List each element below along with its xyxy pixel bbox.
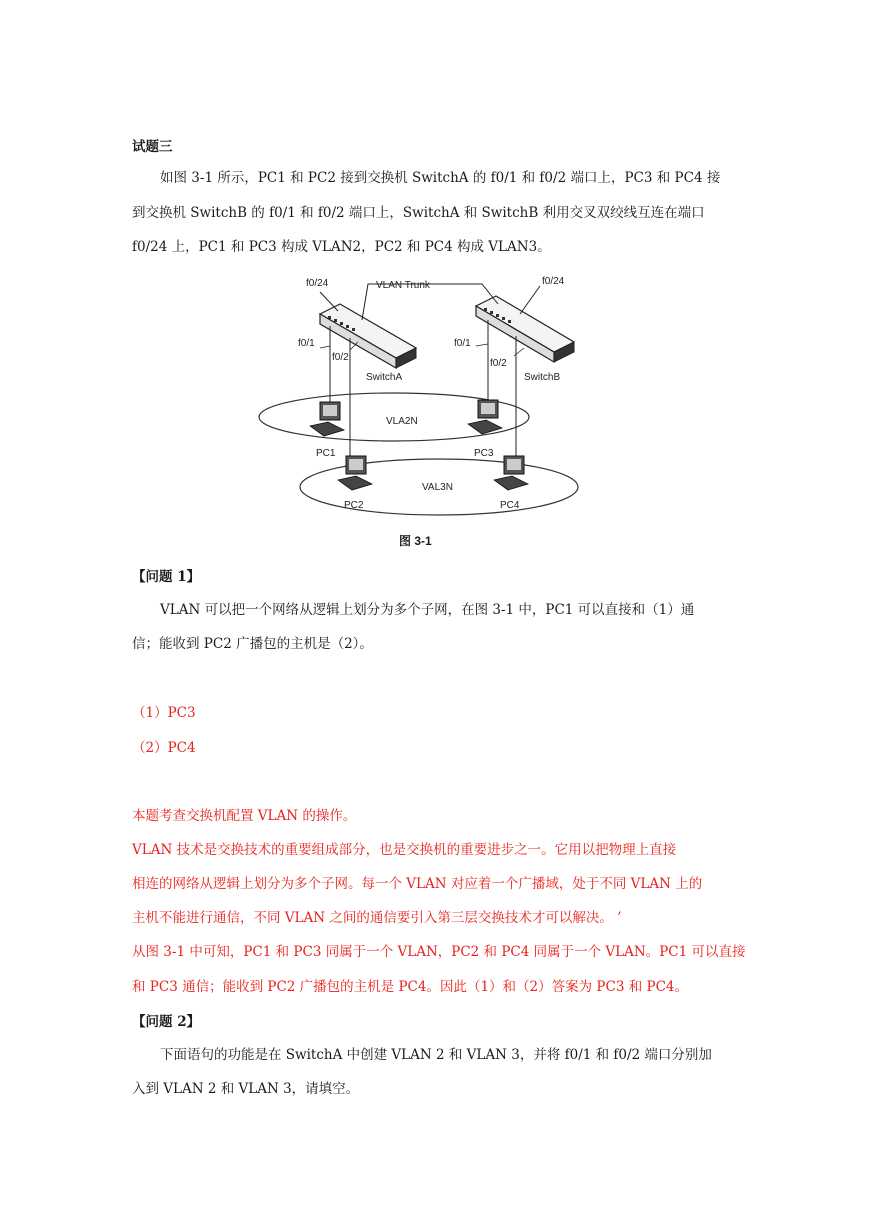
- label-port-b-2: f0/2: [490, 358, 507, 369]
- label-port-a-2: f0/2: [332, 352, 349, 363]
- q1-explanation-line-4: 主机不能进行通信，不同 VLAN 之间的通信要引入第三层交换技术才可以解决。 ’: [132, 910, 622, 926]
- q1-explanation-line-6: 和 PC3 通信；能收到 PC2 广播包的主机是 PC4。因此（1）和（2）答案为 PC3 和 PC4。: [132, 979, 689, 995]
- label-vlan-top: VLA2N: [386, 416, 418, 427]
- intro-line-2: 到交换机 SwitchB 的 f0/1 和 f0/2 端口上，SwitchA 和 SwitchB 利用交叉双绞线互连在端口: [132, 205, 705, 221]
- label-port-a-24: f0/24: [306, 278, 329, 289]
- q1-text-line-1: VLAN 可以把一个网络从逻辑上划分为多个子网，在图 3-1 中，PC1 可以直接和（1）通: [160, 602, 695, 618]
- label-vlan-bottom: VAL3N: [422, 482, 453, 493]
- q1-explanation-line-3: 相连的网络从逻辑上划分为多个子网。每一个 VLAN 对应着一个广播域，处于不同 VLAN 上的: [132, 876, 703, 892]
- pc1-icon: [310, 402, 344, 436]
- q1-text-line-2: 信；能收到 PC2 广播包的主机是（2）。: [132, 636, 373, 652]
- intro-line-1: 如图 3-1 所示，PC1 和 PC2 接到交换机 SwitchA 的 f0/1 和 f0/2 端口上，PC3 和 PC4 接: [160, 170, 721, 186]
- switch-b-icon: [476, 296, 574, 362]
- pc2-icon: [338, 456, 372, 490]
- label-switch-a: SwitchA: [366, 372, 403, 383]
- label-port-b-24: f0/24: [542, 276, 565, 287]
- label-switch-b: SwitchB: [524, 372, 561, 383]
- intro-line-3: f0/24 上，PC1 和 PC3 构成 VLAN2，PC2 和 PC4 构成 VLAN3。: [132, 239, 551, 255]
- label-port-b-1: f0/1: [454, 338, 471, 349]
- q1-answer-1: （1）PC3: [132, 705, 196, 721]
- q2-text-line-2: 入到 VLAN 2 和 VLAN 3，请填空。: [132, 1081, 360, 1097]
- label-pc4: PC4: [500, 500, 520, 511]
- q2-heading: 【问题 2】: [132, 1014, 201, 1030]
- q1-heading: 【问题 1】: [132, 569, 201, 585]
- q1-answer-2: （2）PC4: [132, 740, 196, 756]
- q1-explanation-line-2: VLAN 技术是交换技术的重要组成部分，也是交换机的重要进步之一。它用以把物理上直接: [132, 842, 677, 858]
- label-pc2: PC2: [344, 500, 364, 511]
- label-pc3: PC3: [474, 448, 494, 459]
- label-port-a-1: f0/1: [298, 338, 315, 349]
- pc3-icon: [468, 400, 502, 434]
- label-pc1: PC1: [316, 448, 336, 459]
- figure-caption: 图 3-1: [399, 534, 432, 548]
- network-diagram: [258, 266, 620, 528]
- q1-explanation-line-1: 本题考查交换机配置 VLAN 的操作。: [132, 808, 357, 824]
- question-title: 试题三: [132, 139, 173, 155]
- q1-explanation-line-5: 从图 3-1 中可知，PC1 和 PC3 同属于一个 VLAN，PC2 和 PC4 同属于一个 VLAN。PC1 可以直接: [132, 944, 746, 960]
- q2-text-line-1: 下面语句的功能是在 SwitchA 中创建 VLAN 2 和 VLAN 3，并将 f0/1 和 f0/2 端口分别加: [160, 1047, 712, 1063]
- label-trunk: VLAN Trunk: [376, 280, 430, 291]
